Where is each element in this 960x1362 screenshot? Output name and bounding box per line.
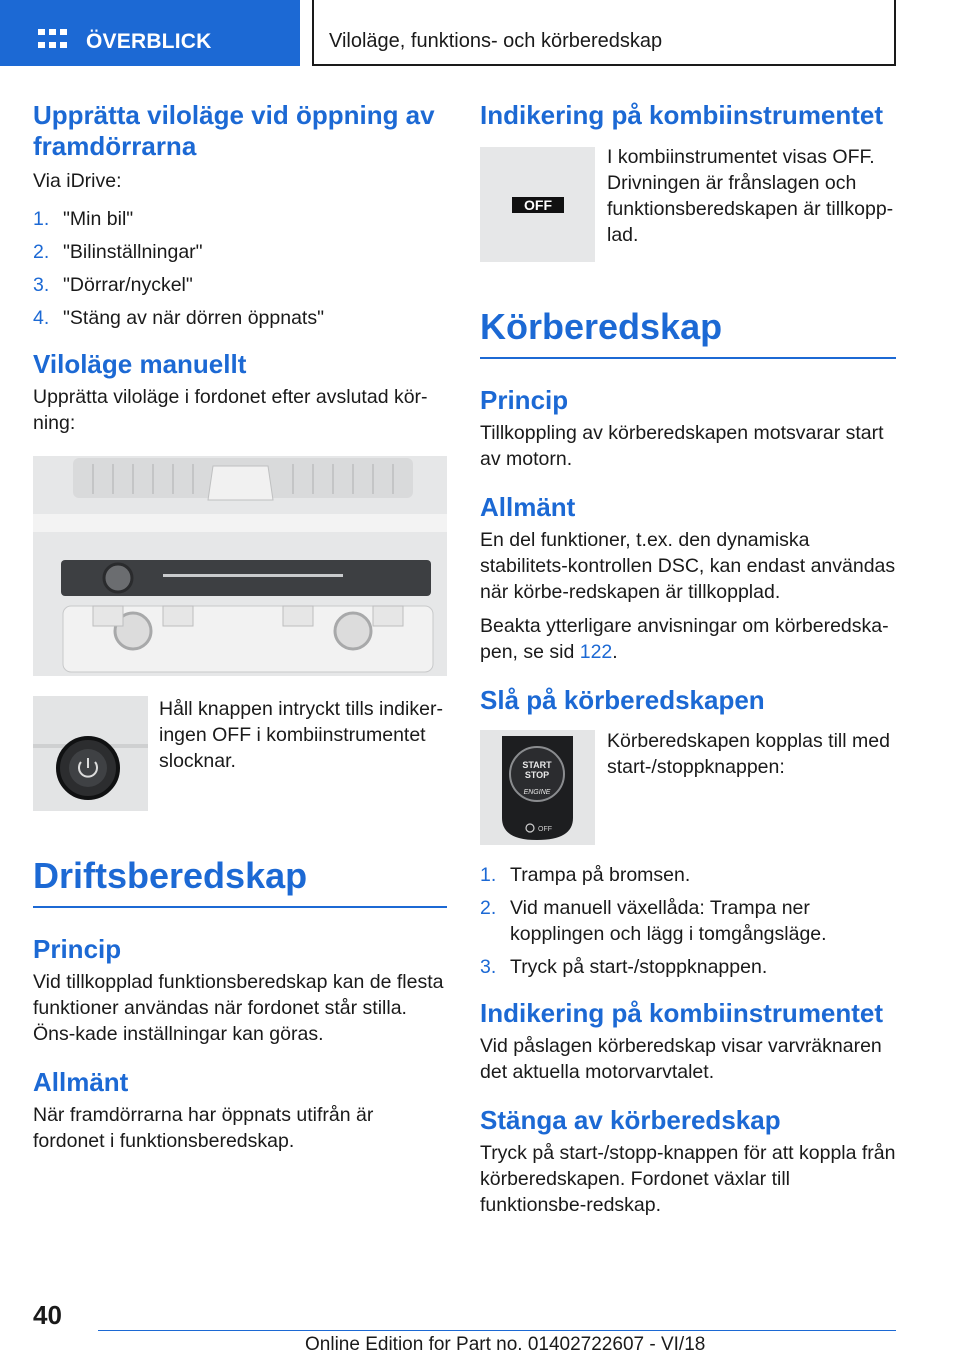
princip-text-left: Vid tillkopplad funktionsberedskap kan de flesta funktioner användas när fordonet står stilla. Öns-kade inställningar kan göras. (33, 971, 444, 1045)
list-item: 2. "Bilinställningar" (33, 241, 203, 263)
idrive-steps (33, 206, 447, 331)
footer-divider (98, 1330, 896, 1331)
via-idrive: Via iDrive: (33, 170, 122, 192)
start-button-section (480, 730, 896, 848)
heading-princip-left: Princip (33, 934, 122, 964)
allmant-text-left: När framdörrarna har öppnats utifrån är fordonet i funktionsberedskap. (33, 1104, 374, 1152)
indicator2-text: Vid påslagen körberedskap visar varvräknaren det aktuella motorvarvtalet. (480, 1035, 882, 1083)
section-tab[interactable] (0, 0, 300, 66)
off-badge: OFF (512, 197, 564, 213)
list-item: 3. "Dörrar/nyckel" (33, 274, 193, 296)
page-link[interactable]: 122 (579, 641, 613, 663)
edition-text: Online Edition for Part no. 01402722607 - VI/18 (305, 1334, 706, 1355)
heading-princip-right: Princip (480, 385, 569, 415)
start-steps (480, 862, 896, 980)
console-illustration (33, 456, 447, 676)
list-item: 1. Trampa på bromsen. (480, 864, 691, 886)
knob-section (33, 696, 447, 816)
engine-label: ENGINE (523, 789, 551, 796)
heading-switch-off: Stänga av körberedskap (480, 1105, 781, 1135)
power-icon (33, 696, 148, 811)
off-display-image (480, 147, 595, 262)
allmant-text-right: En del funktioner, t.ex. den dynamiska stabilitets-kontrollen DSC, kan endast användas när körbe-redskapen är tillkopplad. (480, 529, 896, 603)
heading-manual: Viloläge manuellt (33, 349, 247, 379)
heading-drive-ready: Driftsberedskap (33, 856, 447, 908)
left-column (33, 100, 447, 1154)
heading-indicator-2: Indikering på kombiinstrumentet (480, 998, 884, 1028)
start-label: START (522, 760, 552, 770)
indicator-text: I kombiinstrumentet visas OFF. Drivningen är frånslagen och funktionsberedskapen är tillkopp-lad. (607, 146, 894, 246)
list-item: 3. Tryck på start-/stoppknappen. (480, 956, 768, 978)
stop-label: STOP (524, 770, 550, 780)
right-column (480, 100, 896, 1218)
list-item: 4. "Stäng av när dörren öppnats" (33, 307, 325, 329)
heading-open-doors: Upprätta viloläge vid öppning av framdörrarna (33, 100, 435, 161)
switch-off-text: Tryck på start-/stopp-knappen för att koppla från körberedskapen. Fordonet växlar till funktionsbe-redskap. (480, 1142, 896, 1216)
start-stop-image (480, 730, 595, 845)
start-stop-button-icon (480, 730, 595, 845)
note-text: Beakta ytterligare anvisningar om körberedska-pen, se sid 122. (480, 615, 889, 663)
knob-text: Håll knappen intryckt tills indiker-ingen OFF i kombiinstrumentet slocknar. (159, 698, 443, 772)
indicator-section (480, 147, 896, 265)
heading-korberedskap: Körberedskap (480, 307, 896, 359)
power-knob-image (33, 696, 148, 811)
off-label: OFF (538, 826, 552, 833)
heading-indicator: Indikering på kombiinstrumentet (480, 100, 884, 130)
switch-on-text: Körberedskapen kopplas till med start-/stoppknappen: (607, 730, 890, 778)
manual-text: Upprätta viloläge i fordonet efter avslutad kör-ning: (33, 386, 428, 434)
grid-menu-icon (38, 29, 68, 53)
list-item: 1. "Min bil" (33, 208, 134, 230)
list-item: 2. Vid manuell växellåda: Trampa ner kopplingen och lägg i tomgångsläge. (480, 897, 827, 945)
section-title: ÖVERBLICK (86, 30, 212, 53)
page-number: 40 (33, 1300, 62, 1330)
heading-allmant-right: Allmänt (480, 492, 576, 522)
heading-switch-on: Slå på körberedskapen (480, 685, 765, 715)
center-console-image (33, 456, 447, 676)
heading-allmant-left: Allmänt (33, 1067, 129, 1097)
breadcrumb-box (312, 0, 896, 66)
breadcrumb: Viloläge, funktions- och körberedskap (329, 30, 663, 52)
princip-text-right: Tillkoppling av körberedskapen motsvarar start av motorn. (480, 422, 884, 470)
